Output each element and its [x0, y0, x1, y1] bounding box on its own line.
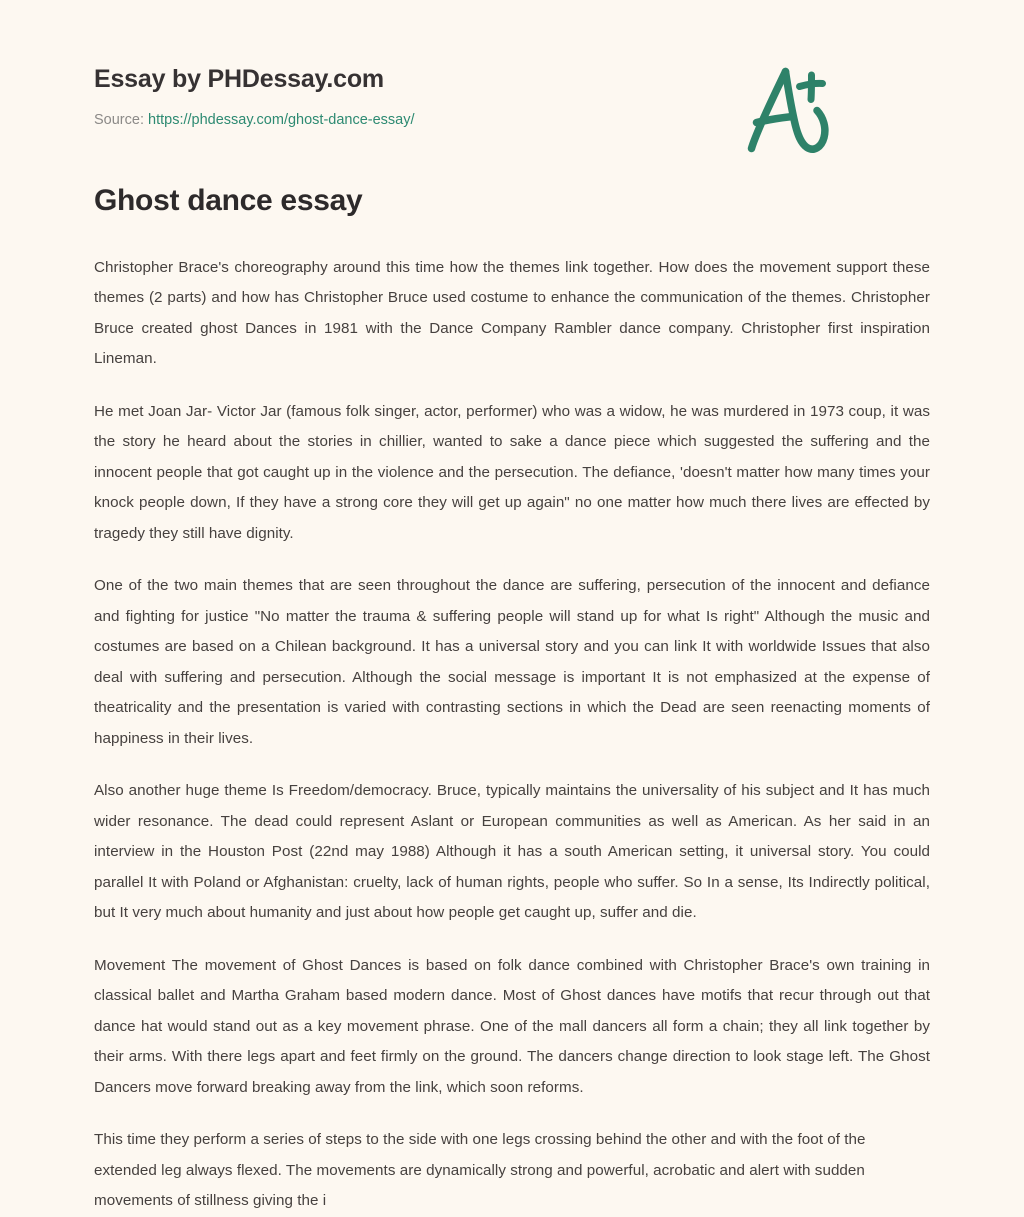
brand-title: Essay by PHDessay.com [94, 65, 384, 93]
page-title: Ghost dance essay [94, 184, 363, 217]
paragraph: He met Joan Jar- Victor Jar (famous folk singer, actor, performer) who was a widow, he was murdered in 1973 coup, it was the story he heard about the stories in chillier, wanted to sake a dance piece which suggested the suffering and the innocent people that got caught up in the violence and the persecution. The defiance, 'doesn't matter how many times your knock people down, If they have a strong core they will get up again" no one matter how much there lives are effected by tragedy they still have dignity. [94, 402, 930, 542]
page-header [94, 0, 930, 128]
paragraph: Christopher Brace's choreography around this time how the themes link together. How does the movement support these themes (2 parts) and how has Christopher Bruce used costume to enhance the communication of the themes. Christopher Bruce created ghost Dances in 1981 with the Dance Company Rambler dance company. Christopher first inspiration Lineman. [94, 258, 930, 367]
source-url-link[interactable]: https://phdessay.com/ghost-dance-essay/ [148, 112, 415, 128]
source-label: Source: [94, 112, 144, 128]
paragraph: One of the two main themes that are seen throughout the dance are suffering, persecution of the innocent and defiance and fighting for justice "No matter the trauma & suffering people will stand up for what Is right" Although the music and costumes are based on a Chilean background. It has a universal story and you can link It with worldwide Issues that also deal with suffering and persecution. Although the social message is important It is not emphasized at the expense of theatricality and the presentation is varied with contrasting sections in which the Dead are seen reenacting moments of happiness in their lives. [94, 577, 930, 747]
paragraph: Also another huge theme Is Freedom/democracy. Bruce, typically maintains the universality of his subject and It has much wider resonance. The dead could represent Aslant or European communities as well as American. As her said in an interview in the Houston Post (22nd may 1988) Although it has a south American setting, it universal story. You could parallel It with Poland or Afghanistan: cruelty, lack of human rights, people who suffer. So In a sense, Its Indirectly political, but It very much about humanity and just about how people get caught up, suffer and die. [94, 782, 930, 921]
paragraph: This time they perform a series of steps to the side with one legs crossing behind the other and with the foot of the extended leg always flexed. The movements are dynamically strong and powerful, acrobatic and alert with sudden movements of stillness giving the i [94, 1131, 866, 1209]
paragraph: Movement The movement of Ghost Dances is based on folk dance combined with Christopher Brace's own training in classical ballet and Martha Graham based modern dance. Most of Ghost dances have motifs that recur through out that dance hat would stand out as a key movement phrase. One of the mall dancers all form a chain; they all link together by their arms. With there legs apart and feet firmly on the ground. The dancers change direction to look stage left. The Ghost Dancers move forward breaking away from the link, which soon reforms. [94, 956, 930, 1096]
aplus-logo-icon [732, 58, 836, 162]
essay-body [94, 253, 930, 1217]
